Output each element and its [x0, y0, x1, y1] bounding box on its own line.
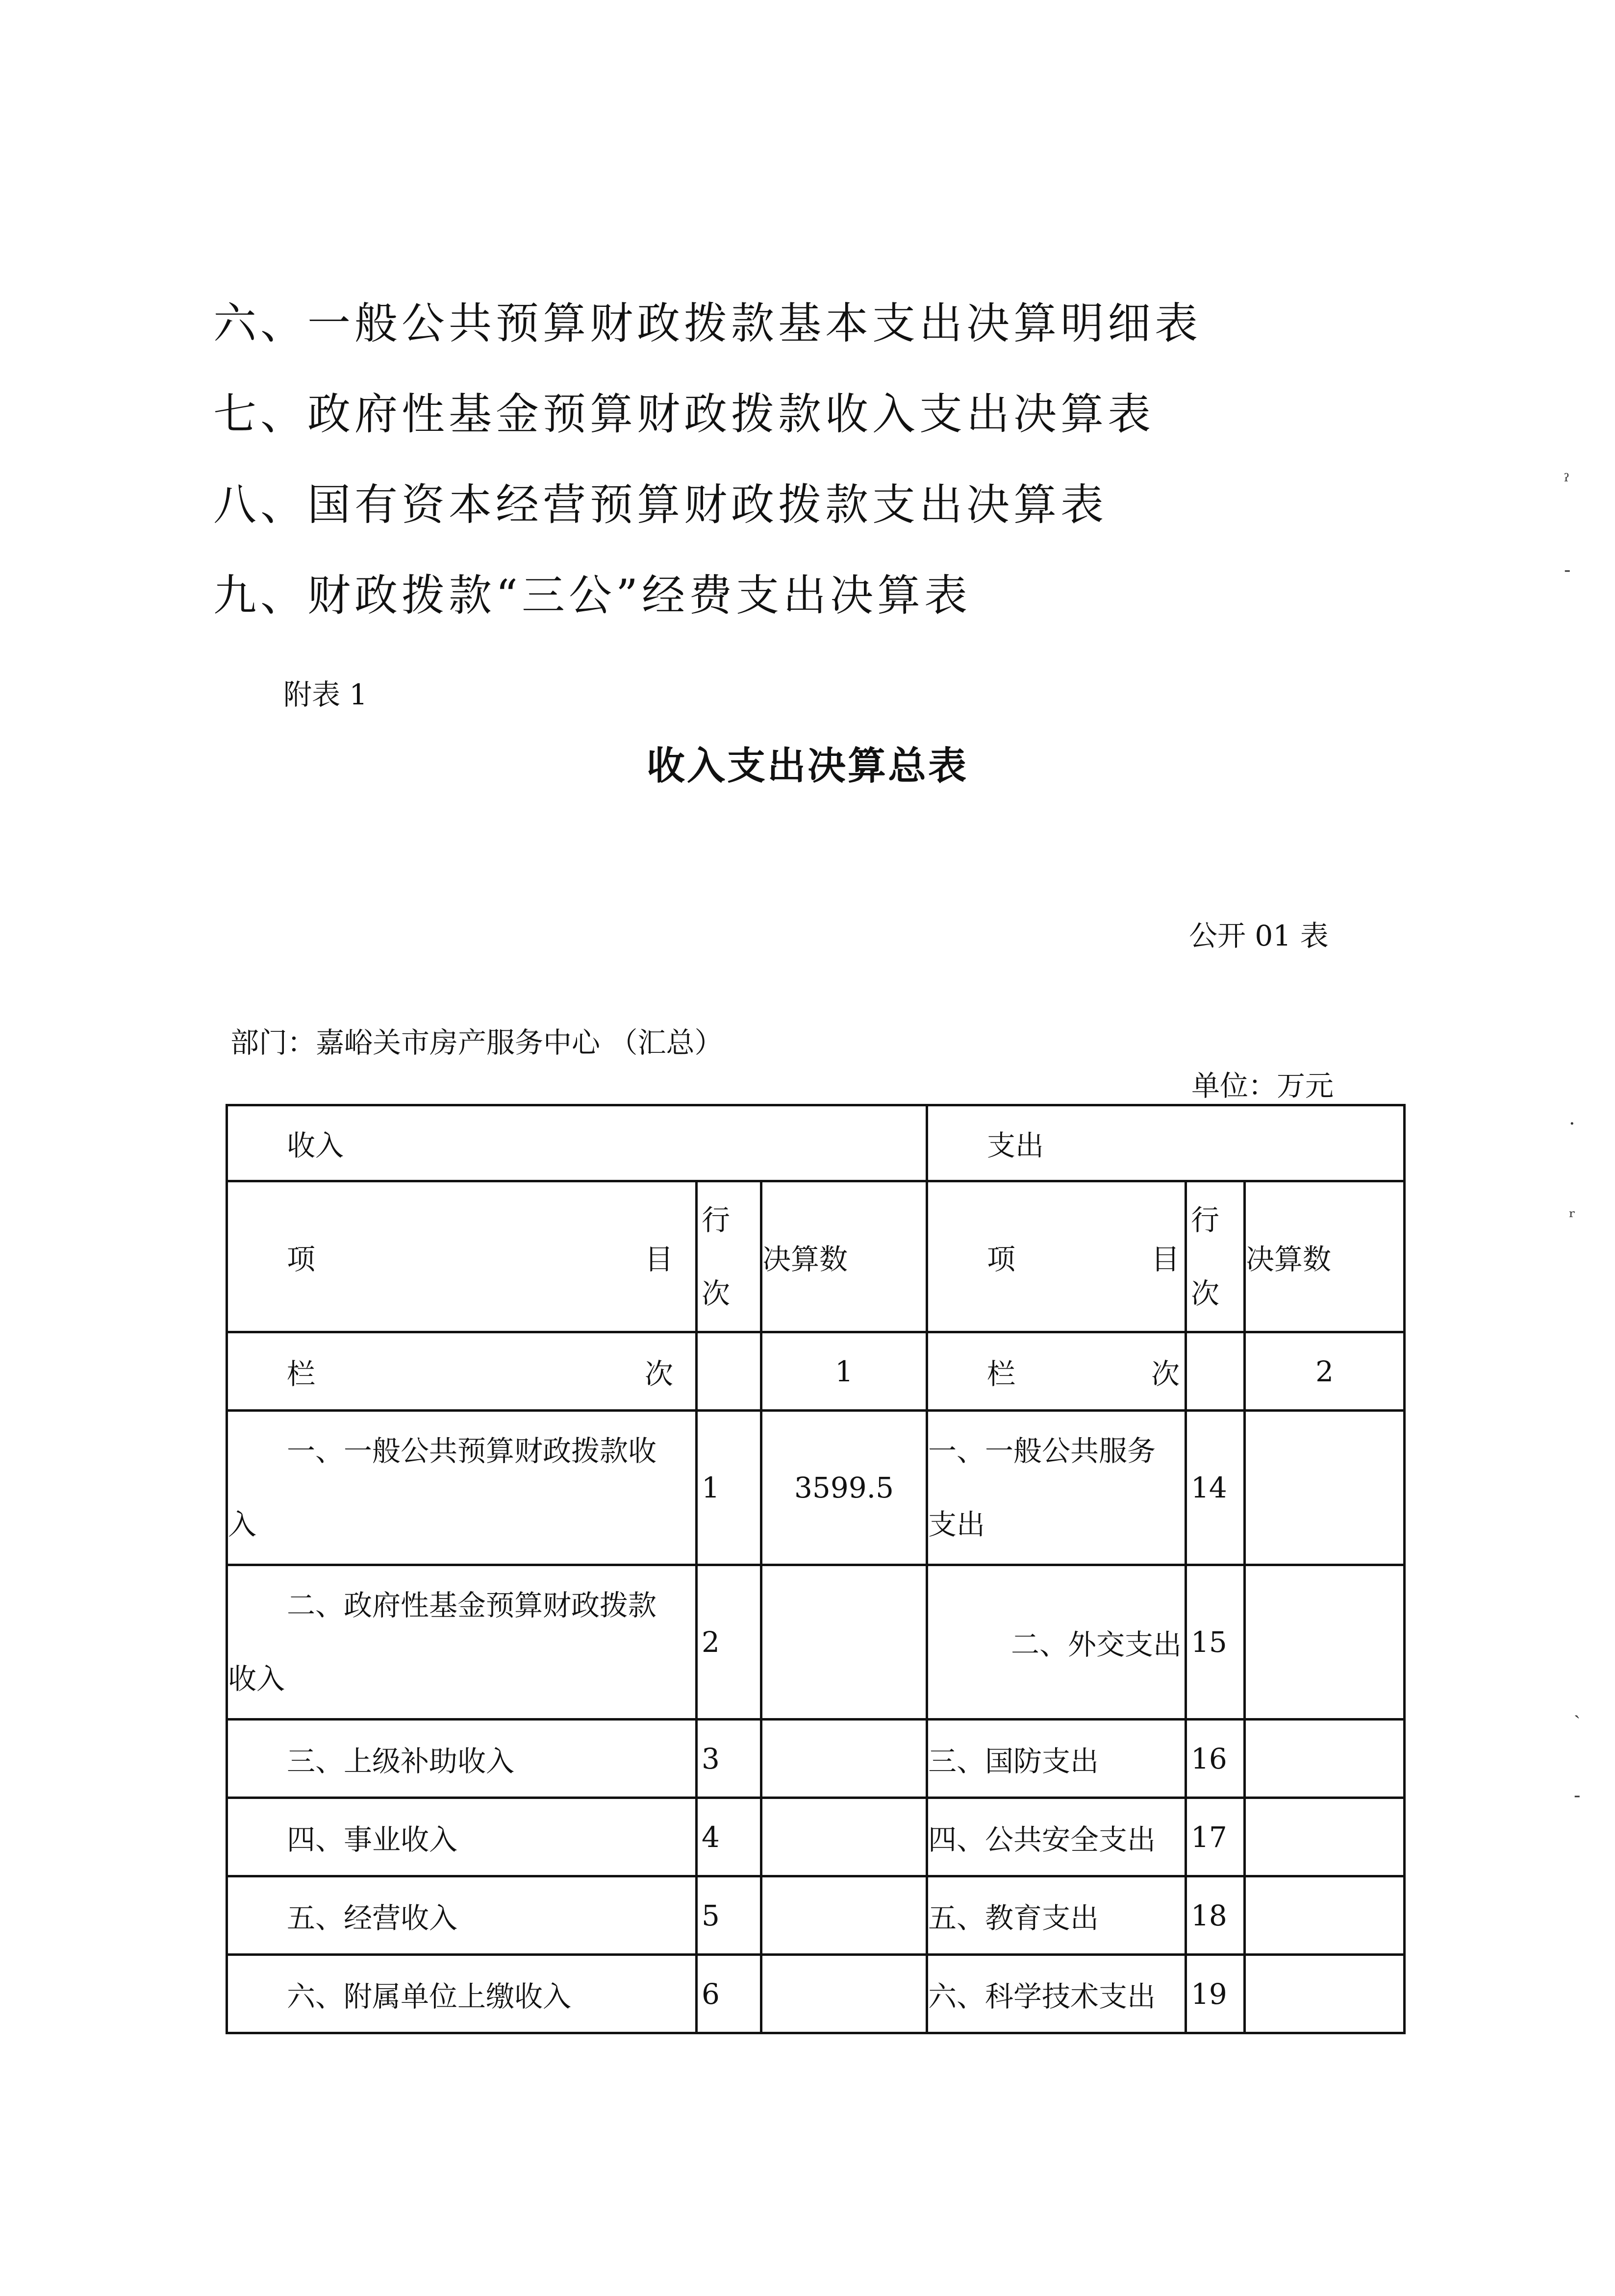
table-row [227, 1720, 1405, 1798]
income-item: 三、上级补助收入 [227, 1720, 697, 1798]
expense-col-empty [1186, 1332, 1245, 1411]
table-row [227, 1411, 1405, 1565]
summary-table [226, 1104, 1406, 2034]
income-row-no: 5 [697, 1876, 761, 1955]
scan-mark: - [1574, 1784, 1581, 1807]
scan-mark: ˎ [1574, 1697, 1581, 1719]
income-amount [761, 1955, 927, 2033]
income-item: 五、经营收入 [227, 1876, 697, 1955]
item-label-right: 目 [1151, 1242, 1180, 1276]
attachment-label: 附表 1 [283, 678, 368, 711]
expense-amount-header: 决算数 [1245, 1181, 1405, 1332]
expense-amount [1245, 1798, 1405, 1876]
expense-row-no-header: 行 次 [1186, 1181, 1245, 1332]
income-col-label: 栏 次 [227, 1332, 697, 1411]
income-col-number: 1 [761, 1332, 927, 1411]
scan-mark: · [1569, 1113, 1575, 1135]
scan-mark: ˀ [1564, 471, 1570, 493]
income-item-header [227, 1181, 697, 1332]
income-item: 四、事业收入 [227, 1798, 697, 1876]
table-column-header-row [227, 1181, 1405, 1332]
table-section-header-row [227, 1105, 1405, 1181]
expense-row-no: 18 [1186, 1876, 1245, 1955]
table-row [227, 1565, 1405, 1720]
expense-header: 支出 [927, 1105, 1405, 1181]
income-row-no: 2 [697, 1565, 761, 1720]
expense-item: 一、一般公共服务 支出 [927, 1411, 1186, 1565]
expense-item: 三、国防支出 [927, 1720, 1186, 1798]
expense-row-no: 16 [1186, 1720, 1245, 1798]
expense-item: 五、教育支出 [927, 1876, 1186, 1955]
list-item: 九、财政拨款“三公”经费支出决算表 [213, 570, 971, 621]
form-number: 公开 01 表 [1189, 919, 1329, 952]
income-row-no: 1 [697, 1411, 761, 1565]
expense-amount [1245, 1411, 1405, 1565]
expense-col-number: 2 [1245, 1332, 1405, 1411]
income-row-no: 3 [697, 1720, 761, 1798]
expense-row-no: 14 [1186, 1411, 1245, 1565]
item-label-left: 项 [987, 1242, 1016, 1276]
expense-item: 六、科学技术支出 [927, 1955, 1186, 2033]
table-row [227, 1876, 1405, 1955]
income-row-no: 4 [697, 1798, 761, 1876]
expense-amount [1245, 1720, 1405, 1798]
income-col-empty [697, 1332, 761, 1411]
income-header: 收入 [227, 1105, 927, 1181]
table-title: 收入支出决算总表 [646, 744, 968, 788]
table-row [227, 1798, 1405, 1876]
income-row-no-header: 行 次 [697, 1181, 761, 1332]
income-amount [761, 1565, 927, 1720]
income-amount [761, 1720, 927, 1798]
table-column-number-row [227, 1332, 1405, 1411]
expense-amount [1245, 1876, 1405, 1955]
expense-amount [1245, 1565, 1405, 1720]
income-item: 一、一般公共预算财政拨款收 入 [227, 1411, 697, 1565]
expense-row-no: 15 [1186, 1565, 1245, 1720]
expense-item-header [927, 1181, 1186, 1332]
item-label-left: 项 [287, 1242, 316, 1276]
list-item: 六、一般公共预算财政拨款基本支出决算明细表 [213, 298, 1202, 349]
income-item: 二、政府性基金预算财政拨款 收入 [227, 1565, 697, 1720]
scan-mark: - [1564, 559, 1571, 581]
scan-mark: ʳ [1569, 1206, 1576, 1228]
expense-amount [1245, 1955, 1405, 2033]
department-label: 部门：嘉峪关市房产服务中心 （汇总） [230, 1026, 723, 1059]
item-label-right: 目 [644, 1242, 673, 1276]
income-row-no: 6 [697, 1955, 761, 2033]
income-amount: 3599.5 [761, 1411, 927, 1565]
income-amount-header: 决算数 [761, 1181, 927, 1332]
list-item: 七、政府性基金预算财政拨款收入支出决算表 [213, 389, 1155, 439]
income-amount [761, 1876, 927, 1955]
table-row [227, 1955, 1405, 2033]
expense-item: 二、外交支出 [927, 1565, 1186, 1720]
list-item: 八、国有资本经营预算财政拨款支出决算表 [213, 479, 1108, 530]
unit-label: 单位：万元 [1191, 1069, 1334, 1102]
expense-row-no: 17 [1186, 1798, 1245, 1876]
income-item: 六、附属单位上缴收入 [227, 1955, 697, 2033]
expense-row-no: 19 [1186, 1955, 1245, 2033]
expense-col-label: 栏 次 [927, 1332, 1186, 1411]
expense-item: 四、公共安全支出 [927, 1798, 1186, 1876]
income-amount [761, 1798, 927, 1876]
